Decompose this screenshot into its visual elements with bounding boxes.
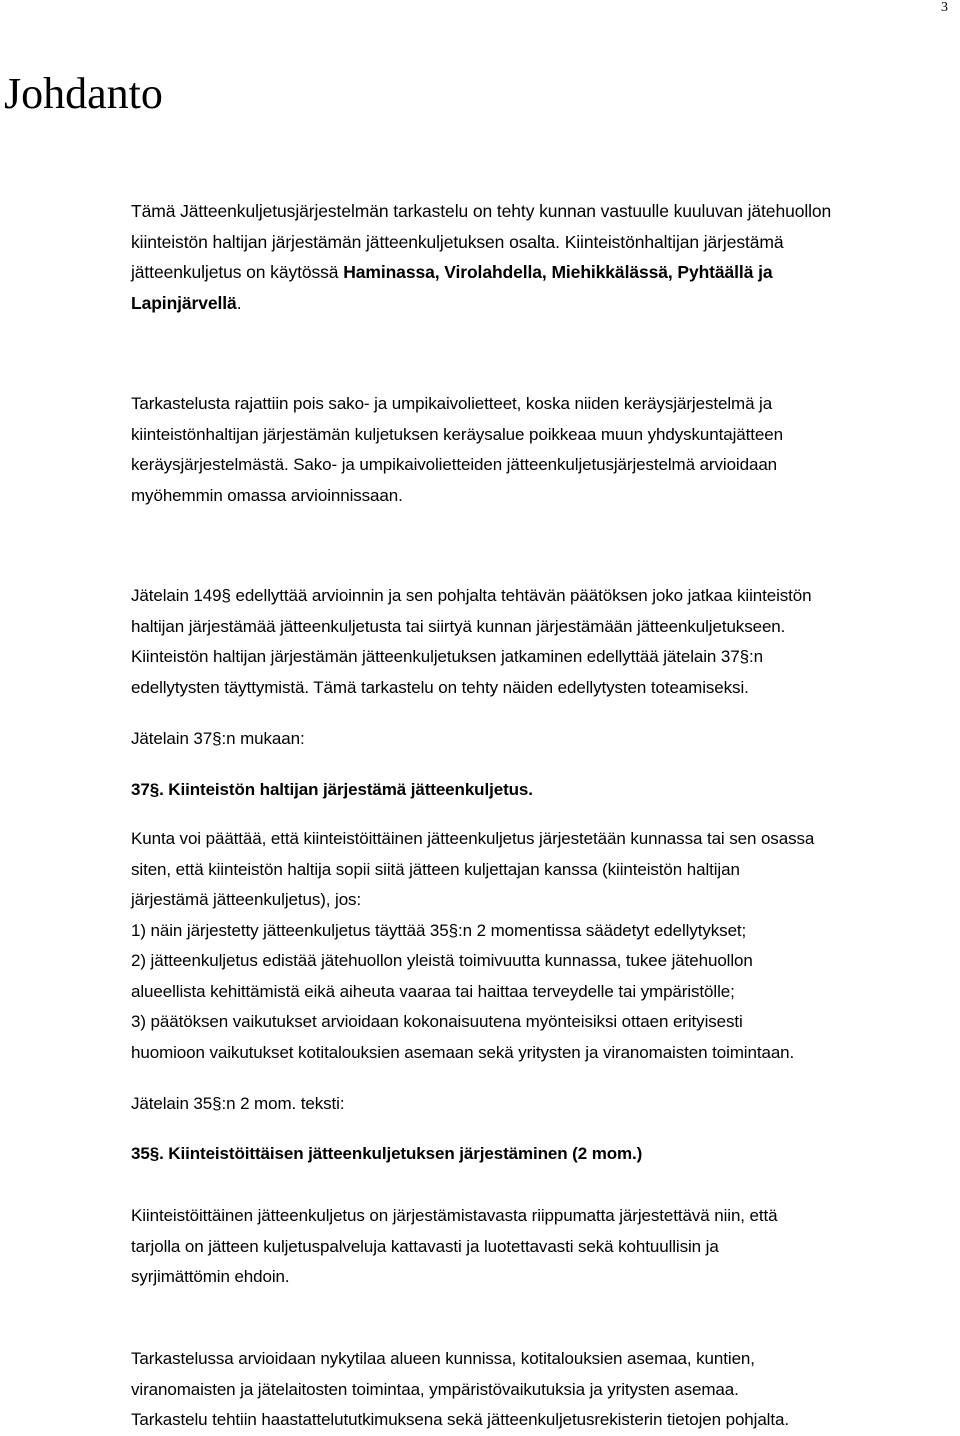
law-37-intro: Jätelain 37§:n mukaan: <box>131 729 305 748</box>
text-line: haltijan järjestämää jätteenkuljetusta tai siirtyä kunnan järjestämään jätteenkuljetukseen. <box>131 616 786 636</box>
law-37-paragraph <box>131 824 957 1068</box>
law-149-paragraph <box>131 581 957 703</box>
text-line: keräysjärjestelmästä. Sako- ja umpikaivolietteiden jätteenkuljetusjärjestelmä arvioidaan <box>131 455 778 474</box>
text-line: huomioon vaikutukset kotitalouksien asemaan sekä yritysten ja viranomaisten toimintaan. <box>131 1042 795 1062</box>
text-line: järjestämä jätteenkuljetus), jos: <box>131 890 362 909</box>
text-segment: jätteenkuljetus on käytössä <box>131 262 344 282</box>
law-37-heading: 37§. Kiinteistön haltijan järjestämä jätteenkuljetus. <box>131 780 533 799</box>
text-line: myöhemmin omassa arvioinnissaan. <box>131 485 403 505</box>
text-line: Kiinteistön haltijan järjestämän jätteenkuljetuksen jatkaminen edellyttää jätelain 37§:n <box>131 647 763 666</box>
text-line: syrjimättömin ehdoin. <box>131 1267 290 1286</box>
text-line: Kunta voi päättää, että kiinteistöittäinen jätteenkuljetus järjestetään kunnassa tai sen osassa <box>131 829 815 848</box>
intro-paragraph <box>131 196 957 318</box>
text-line: alueellista kehittämistä eikä aiheuta vaaraa tai haittaa terveydelle tai ympäristölle; <box>131 981 735 1001</box>
page-title: Johdanto <box>4 69 163 118</box>
text-line: Kiinteistöittäinen jätteenkuljetus on järjestämistavasta riippumatta järjestettävä niin, että <box>131 1206 778 1225</box>
law-35-heading: 35§. Kiinteistöittäisen jätteenkuljetuksen järjestäminen (2 mom.) <box>131 1144 643 1163</box>
text-line: Tämä Jätteenkuljetusjärjestelmän tarkastelu on tehty kunnan vastuulle kuuluvan jätehuollon <box>131 201 832 221</box>
list-item: 2) jätteenkuljetus edistää jätehuollon yleistä toimivuutta kunnassa, tukee jätehuollon <box>131 951 753 970</box>
text-line: siten, että kiinteistön haltija sopii siitä jätteen kuljettajan kanssa (kiinteistön haltijan <box>131 859 740 879</box>
page-number: 3 <box>941 0 948 15</box>
text-line: tarjolla on jätteen kuljetuspalveluja kattavasti ja luotettavasti sekä kohtuullisin ja <box>131 1236 719 1256</box>
text-segment: . <box>236 292 242 313</box>
list-item: 3) päätöksen vaikutukset arvioidaan kokonaisuutena myönteisiksi ottaen erityisesti <box>131 1012 743 1031</box>
law-35-intro: Jätelain 35§:n 2 mom. teksti: <box>131 1094 345 1113</box>
closing-paragraph <box>131 1344 957 1436</box>
text-line: viranomaisten ja jätelaitosten toimintaa, ympäristövaikutuksia ja yritysten asemaa. <box>131 1379 739 1399</box>
text-line <box>131 257 957 288</box>
text-line: Tarkastelussa arvioidaan nykytilaa alueen kunnissa, kotitalouksien asemaa, kuntien, <box>131 1349 755 1368</box>
text-line: Jätelain 149§ edellyttää arvioinnin ja sen pohjalta tehtävän päätöksen joko jatkaa kiinteistön <box>131 586 812 605</box>
text-line: kiinteistön haltijan järjestämän jätteenkuljetuksen osalta. Kiinteistönhaltijan järjestämä <box>131 231 784 252</box>
text-line: Tarkastelusta rajattiin pois sako- ja umpikaivolietteet, koska niiden keräysjärjestelmä ja <box>131 394 773 413</box>
text-line: Tarkastelu tehtiin haastattelututkimuksena sekä jätteenkuljetusrekisterin tietojen pohjalta. <box>131 1410 789 1429</box>
municipalities-text: Haminassa, Virolahdella, Miehikkälässä, Pyhtäällä ja <box>343 262 773 282</box>
text-line: kiinteistönhaltijan järjestämän kuljetuksen keräysalue poikkeaa muun yhdyskuntajätteen <box>131 424 783 444</box>
text-line: edellytysten täyttymistä. Tämä tarkastelu on tehty näiden edellytysten toteamiseksi. <box>131 677 749 697</box>
municipalities-text: Lapinjärvellä <box>131 292 237 313</box>
exclusion-paragraph <box>131 389 957 511</box>
law-35-paragraph <box>131 1201 957 1293</box>
list-item: 1) näin järjestetty jätteenkuljetus täyttää 35§:n 2 momentissa säädetyt edellytykset; <box>131 920 747 940</box>
text-line <box>131 288 957 319</box>
